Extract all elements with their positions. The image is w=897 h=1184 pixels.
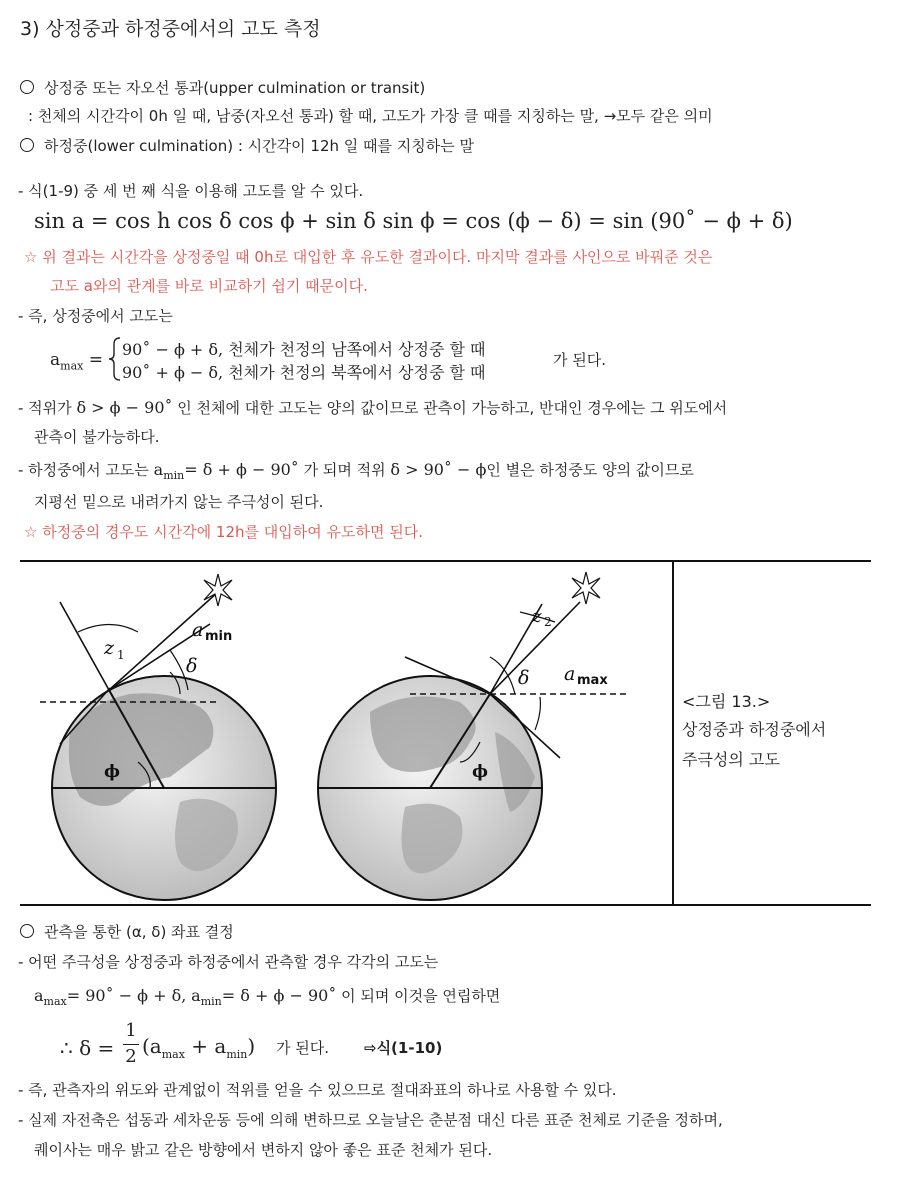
circle-bullet-icon bbox=[20, 924, 34, 938]
section-title: 3) 상정중과 하정중에서의 고도 측정 bbox=[20, 18, 321, 40]
figure-bottom-rule bbox=[20, 904, 871, 906]
phi-label-left: ϕ bbox=[104, 762, 121, 782]
therefore-delta: ∴ δ = bbox=[60, 1036, 115, 1060]
svg-text:min: min bbox=[205, 629, 233, 644]
cases-brace bbox=[108, 336, 122, 382]
amax-lhs: $a_{max}$ = bbox=[50, 350, 103, 373]
note-1-line-2: 고도 a와의 관계를 바로 비교하기 쉽기 때문이다. bbox=[50, 277, 368, 295]
def-upper-head: 상정중 또는 자오선 통과(upper culmination or transit) bbox=[20, 78, 425, 98]
amax-tail: 가 된다. bbox=[553, 351, 607, 369]
def-upper-body: : 천체의 시간각이 0h 일 때, 남중(자오선 통과) 할 때, 고도가 가장 클 때를 지칭하는 말, →모두 같은 의미 bbox=[28, 107, 713, 125]
amax-label: a bbox=[564, 663, 576, 685]
fraction-denominator: 2 bbox=[125, 1046, 137, 1067]
figure-divider bbox=[672, 561, 674, 904]
svg-text:max: max bbox=[577, 673, 608, 688]
last-line-1: - 즉, 관측자의 위도와 관계없이 적위를 얻을 수 있으므로 절대좌표의 하나로 사용할 수 있다. bbox=[18, 1081, 617, 1099]
delta-label-right: δ bbox=[518, 667, 530, 689]
lower-line-2: 지평선 밑으로 내려가지 않는 주극성이 된다. bbox=[34, 493, 324, 511]
z2-label: z bbox=[532, 606, 542, 627]
delta-label-left: δ bbox=[186, 655, 198, 677]
equation-ref: ⇨식(1-10) bbox=[364, 1039, 443, 1057]
amin-label: a bbox=[192, 619, 204, 641]
coord-line-1: - 어떤 주극성을 상정중과 하정중에서 관측할 경우 각각의 고도는 bbox=[18, 953, 439, 971]
circle-bullet-icon bbox=[20, 138, 34, 152]
svg-text:2: 2 bbox=[544, 615, 552, 629]
lower-line-1: - 하정중에서 고도는 $a_{min}= \delta + \phi$ − 90˚ 가 되며 적위 δ > 90˚ − ϕ인 별은 하정중도 양의 값이므로 bbox=[18, 460, 694, 483]
amax-case-2: 90˚ + ϕ − δ, 천체가 천정의 북쪽에서 상정중 할 때 bbox=[122, 363, 486, 382]
use-equation-line: - 식(1-9) 중 세 번 째 식을 이용해 고도를 알 수 있다. bbox=[18, 182, 364, 200]
figure-caption-line-2: 주극성의 고도 bbox=[682, 750, 780, 769]
upper-lower-globe-left bbox=[20, 562, 340, 902]
last-line-3: 퀘이사는 매우 밝고 같은 방향에서 변하지 않아 좋은 표준 천체가 된다. bbox=[34, 1141, 493, 1159]
delta-rhs: $(a_{max} + a_{min})$ bbox=[142, 1034, 256, 1061]
figure-caption-number: <그림 13.> bbox=[682, 692, 771, 711]
upper-lower-globe-right bbox=[310, 562, 670, 902]
fraction-numerator: 1 bbox=[125, 1020, 137, 1041]
phi-label-right: ϕ bbox=[472, 762, 489, 782]
last-line-2: - 실제 자전축은 섭동과 세차운동 등에 의해 변하므로 오늘날은 춘분점 대신 다른 표준 천체로 기준을 정하며, bbox=[18, 1111, 723, 1129]
circle-bullet-icon bbox=[20, 80, 34, 94]
delta-tail: 가 된다. bbox=[276, 1039, 330, 1057]
star-icon bbox=[572, 572, 600, 604]
figure-caption-line-1: 상정중과 하정중에서 bbox=[682, 720, 827, 739]
coord-heading: 관측을 통한 (α, δ) 좌표 결정 bbox=[20, 922, 234, 942]
main-equation: sin a = cos h cos δ cos ϕ + sin δ sin ϕ = cos (ϕ − δ) = sin (90˚ − ϕ + δ) bbox=[34, 209, 793, 233]
note-1-line-1: ☆ 위 결과는 시간각을 상정중일 때 0h로 대입한 후 유도한 결과이다. 마지막 결과를 사인으로 바꿔준 것은 bbox=[24, 248, 713, 266]
z1-label: z bbox=[104, 637, 115, 659]
latitude-line-2: 관측이 불가능하다. bbox=[34, 428, 160, 446]
latitude-line-1: - 적위가 δ > ϕ − 90˚ 인 천체에 대한 고도는 양의 값이므로 관측이 가능하고, 반대인 경우에는 그 위도에서 bbox=[18, 398, 728, 417]
def-lower: 하정중(lower culmination) : 시간각이 12h 일 때를 지칭하는 말 bbox=[20, 136, 474, 156]
svg-text:1: 1 bbox=[117, 648, 125, 662]
coord-equations: $a_{max}=$ 90˚ − ϕ + δ, $a_{min}= \delta + \phi$ − 90˚ 이 되며 이것을 연립하면 bbox=[34, 986, 501, 1009]
amax-case-1: 90˚ − ϕ + δ, 천체가 천정의 남쪽에서 상정중 할 때 bbox=[122, 340, 486, 359]
upper-altitude-line: - 즉, 상정중에서 고도는 bbox=[18, 307, 173, 325]
note-2: ☆ 하정중의 경우도 시간각에 12h를 대입하여 유도하면 된다. bbox=[24, 523, 423, 541]
